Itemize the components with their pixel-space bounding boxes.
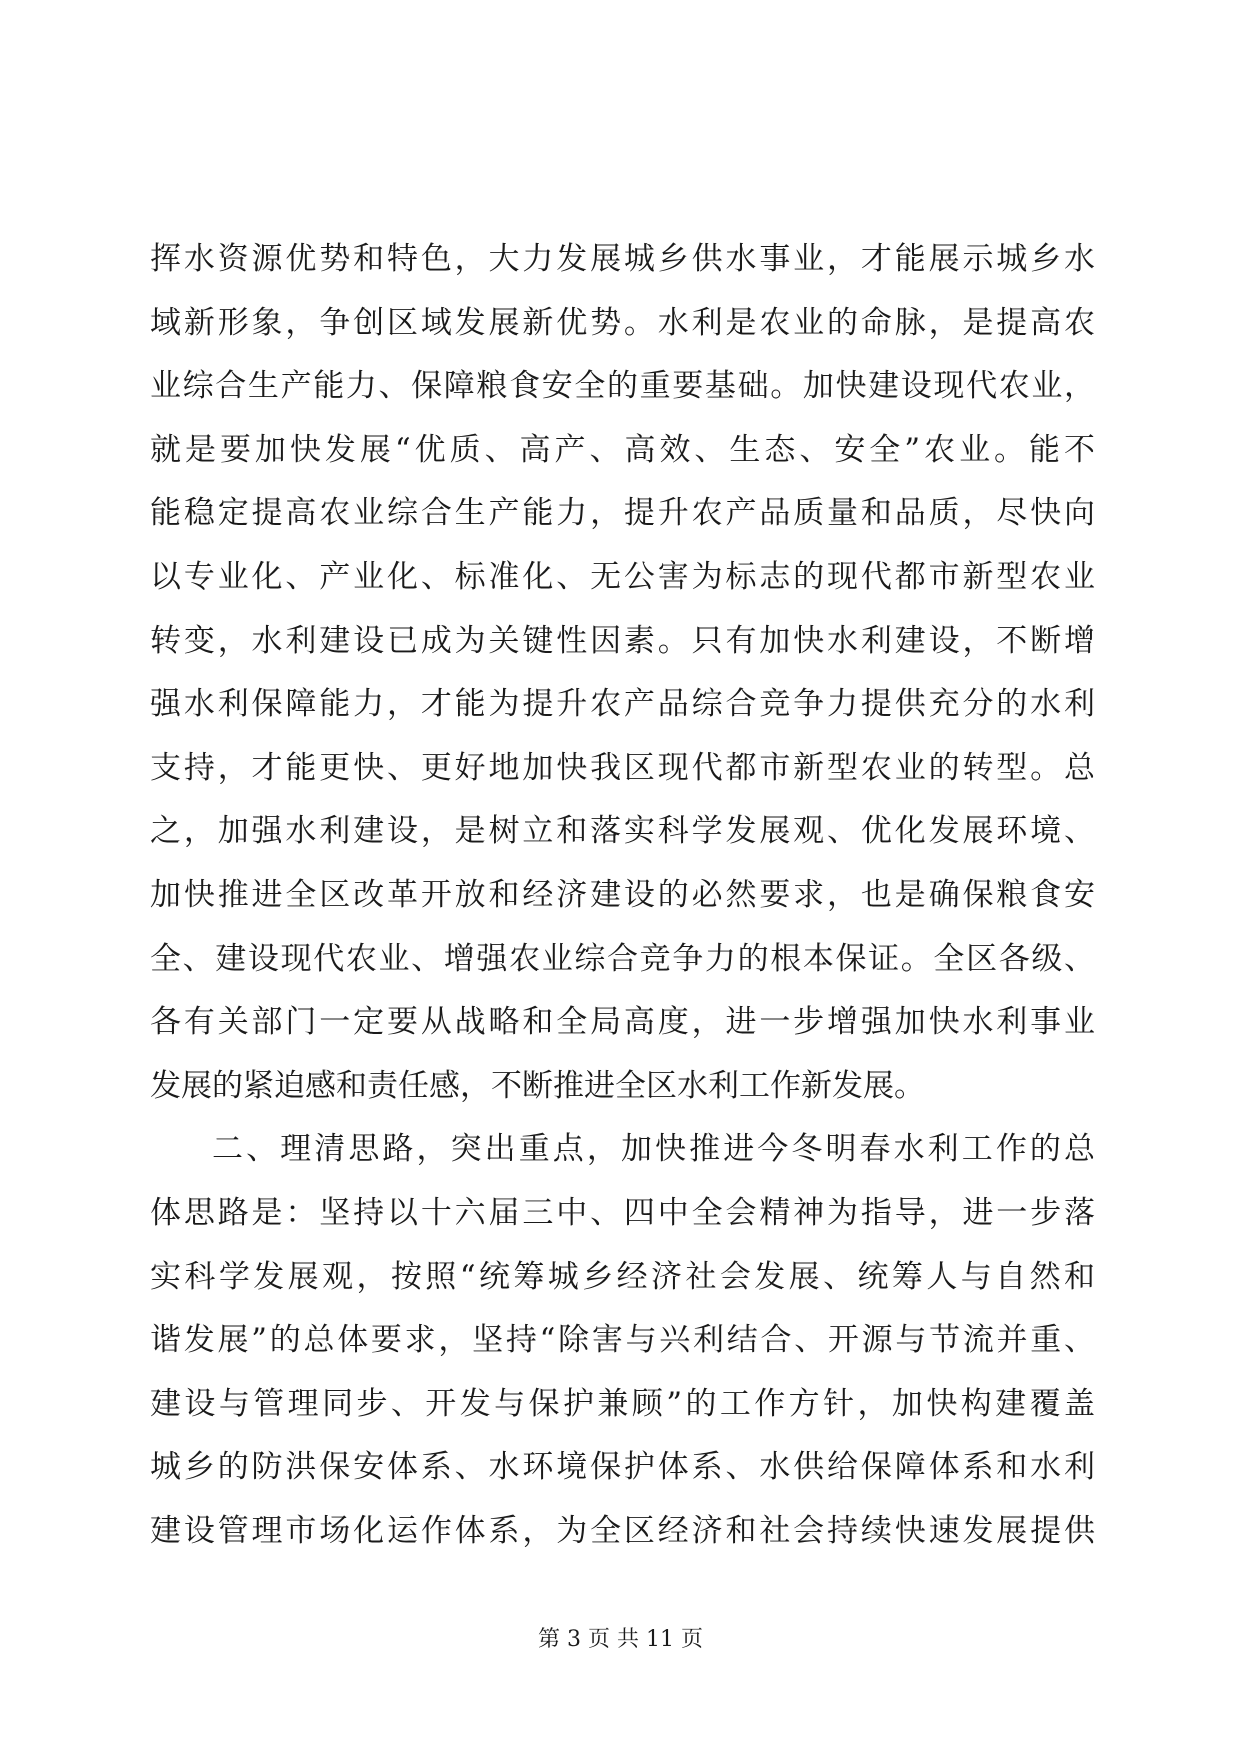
- paragraph-start-line: 二、理清思路，突出重点，加快推进今冬明春水利工作的总: [212, 1131, 1095, 1168]
- text-line: 能稳定提高农业综合生产能力，提升农产品质量和品质，尽快向: [150, 495, 1095, 532]
- text-line: 加快推进全区改革开放和经济建设的必然要求，也是确保粮食安: [150, 876, 1095, 913]
- text-line: 域新形象，争创区域发展新优势。水利是农业的命脉，是提高农: [150, 304, 1095, 341]
- text-line: 强水利保障能力，才能为提升农产品综合竞争力提供充分的水利: [150, 686, 1095, 723]
- text-line: 转变，水利建设已成为关键性因素。只有加快水利建设，不断增: [150, 622, 1095, 659]
- text-line: 之，加强水利建设，是树立和落实科学发展观、优化发展环境、: [150, 813, 1095, 850]
- text-line: 发展的紧迫感和责任感，不断推进全区水利工作新发展。: [150, 1067, 925, 1104]
- text-line: 体思路是：坚持以十六届三中、四中全会精神为指导，进一步落: [150, 1194, 1095, 1231]
- text-line: 业综合生产能力、保障粮食安全的重要基础。加快建设现代农业，: [150, 368, 1095, 405]
- text-line: 城乡的防洪保安体系、水环境保护体系、水供给保障体系和水利: [150, 1449, 1095, 1486]
- page-number-footer: 第 3 页 共 11 页: [538, 1627, 703, 1652]
- text-line: 建设与管理同步、开发与保护兼顾”的工作方针，加快构建覆盖: [150, 1385, 1095, 1422]
- text-line: 全、建设现代农业、增强农业综合竞争力的根本保证。全区各级、: [150, 940, 1095, 977]
- text-line: 谐发展”的总体要求，坚持“除害与兴利结合、开源与节流并重、: [150, 1322, 1095, 1359]
- text-line: 就是要加快发展“优质、高产、高效、生态、安全”农业。能不: [150, 431, 1095, 468]
- text-line: 挥水资源优势和特色，大力发展城乡供水事业，才能展示城乡水: [150, 241, 1095, 277]
- text-line: 支持，才能更快、更好地加快我区现代都市新型农业的转型。总: [150, 749, 1095, 786]
- text-line: 建设管理市场化运作体系，为全区经济和社会持续快速发展提供: [150, 1512, 1095, 1549]
- text-line: 各有关部门一定要从战略和全局高度，进一步增强加快水利事业: [150, 1004, 1095, 1041]
- text-line: 实科学发展观，按照“统筹城乡经济社会发展、统筹人与自然和: [150, 1258, 1095, 1295]
- text-line: 以专业化、产业化、标准化、无公害为标志的现代都市新型农业: [150, 558, 1095, 595]
- body-text: [150, 228, 1095, 1563]
